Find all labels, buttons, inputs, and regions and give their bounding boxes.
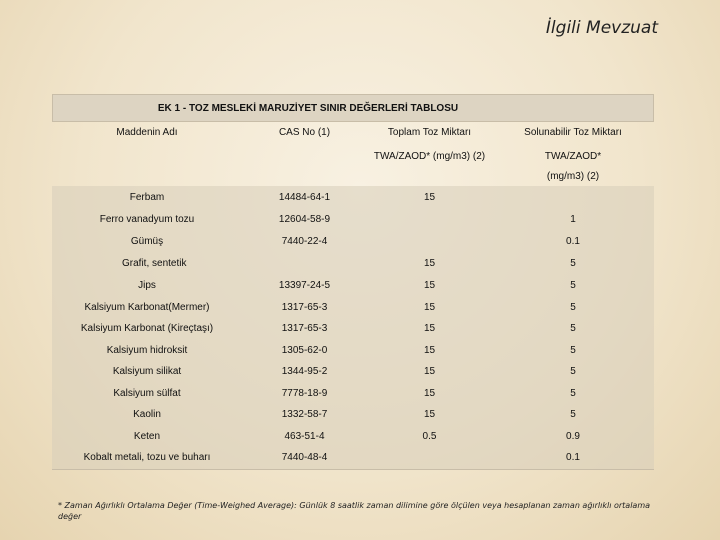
header-total-sub: TWA/ZAOD* (mg/m3) (2): [373, 151, 486, 162]
cell-solu: 5: [492, 361, 654, 383]
footnote: * Zaman Ağırlıklı Ortalama Değer (Time-Weighed Average): Günlük 8 saatlik zaman dilimine göre ölçülen veya hesaplanan zaman ağırlıklı ortalama değer: [58, 501, 651, 521]
cell-total: 15: [367, 296, 492, 318]
table-row: [52, 230, 654, 252]
table-row: [52, 426, 654, 448]
cell-name: Kalsiyum sülfat: [52, 383, 242, 405]
cell-total: 15: [367, 340, 492, 362]
table-row: [52, 252, 654, 274]
cell-total: 15: [367, 274, 492, 296]
cell-total: 15: [367, 383, 492, 405]
cell-name: Kalsiyum silikat: [52, 361, 242, 383]
cell-name: Ferro vanadyum tozu: [52, 208, 242, 230]
cell-total: [367, 230, 492, 252]
cell-total: 15: [367, 186, 492, 208]
cell-cas: 12604-58-9: [242, 208, 367, 230]
cell-name: Kobalt metali, tozu ve buharı: [52, 447, 242, 469]
table-row: [52, 340, 654, 362]
table-row: [52, 296, 654, 318]
cell-total: [367, 447, 492, 469]
cell-solu: 5: [492, 252, 654, 274]
table-row: [52, 274, 654, 296]
cell-name: Kalsiyum Karbonat (Kireçtaşı): [52, 318, 242, 340]
cell-cas: 1317-65-3: [242, 318, 367, 340]
table-header-row: [52, 122, 654, 186]
cell-name: Gümüş: [52, 230, 242, 252]
table-row: [52, 318, 654, 340]
table-row: [52, 447, 654, 469]
cell-solu: 0.1: [492, 230, 654, 252]
cell-cas: 463-51-4: [242, 426, 367, 448]
cell-cas: 13397-24-5: [242, 274, 367, 296]
cell-solu: 0.9: [492, 426, 654, 448]
cell-cas: 1317-65-3: [242, 296, 367, 318]
cell-solu: 5: [492, 340, 654, 362]
cell-name: Kaolin: [52, 404, 242, 426]
slide-title: İlgili Mevzuat: [545, 18, 658, 38]
cell-solu: 5: [492, 404, 654, 426]
header-total-dust: Toplam Toz Miktarı TWA/ZAOD* (mg/m3) (2): [367, 122, 492, 186]
cell-cas: [242, 252, 367, 274]
cell-total: 15: [367, 318, 492, 340]
cell-cas: 14484-64-1: [242, 186, 367, 208]
cell-cas: 1344-95-2: [242, 361, 367, 383]
cell-total: 15: [367, 404, 492, 426]
cell-solu: 5: [492, 383, 654, 405]
cell-cas: 1305-62-0: [242, 340, 367, 362]
cell-name: Grafit, sentetik: [52, 252, 242, 274]
cell-name: Ferbam: [52, 186, 242, 208]
cell-total: 0.5: [367, 426, 492, 448]
table-row: [52, 208, 654, 230]
cell-total: 15: [367, 252, 492, 274]
cell-name: Kalsiyum hidroksit: [52, 340, 242, 362]
cell-solu: [492, 186, 654, 208]
table-row: [52, 186, 654, 208]
table-caption: EK 1 - TOZ MESLEKİ MARUZİYET SINIR DEĞERLERİ TABLOSU: [52, 94, 654, 122]
table-row: [52, 383, 654, 405]
cell-cas: 7778-18-9: [242, 383, 367, 405]
header-name: Maddenin Adı: [116, 127, 178, 138]
exposure-limits-table: [52, 94, 654, 470]
cell-solu: 5: [492, 318, 654, 340]
cell-solu: 5: [492, 296, 654, 318]
cell-solu: 1: [492, 208, 654, 230]
cell-name: Kalsiyum Karbonat(Mermer): [52, 296, 242, 318]
cell-cas: 1332-58-7: [242, 404, 367, 426]
header-solu-sub2: (mg/m3) (2): [546, 171, 600, 182]
cell-solu: 0.1: [492, 447, 654, 469]
cell-cas: 7440-48-4: [242, 447, 367, 469]
header-solu-sub1: TWA/ZAOD*: [544, 151, 602, 162]
table-row: [52, 404, 654, 426]
cell-name: Jips: [52, 274, 242, 296]
cell-solu: 5: [492, 274, 654, 296]
cell-total: 15: [367, 361, 492, 383]
header-cas: CAS No (1): [278, 127, 331, 138]
cell-cas: 7440-22-4: [242, 230, 367, 252]
table-row: [52, 361, 654, 383]
cell-total: [367, 208, 492, 230]
header-respirable-dust: Solunabilir Toz Miktarı TWA/ZAOD* (mg/m3) (2): [492, 122, 654, 186]
cell-name: Keten: [52, 426, 242, 448]
